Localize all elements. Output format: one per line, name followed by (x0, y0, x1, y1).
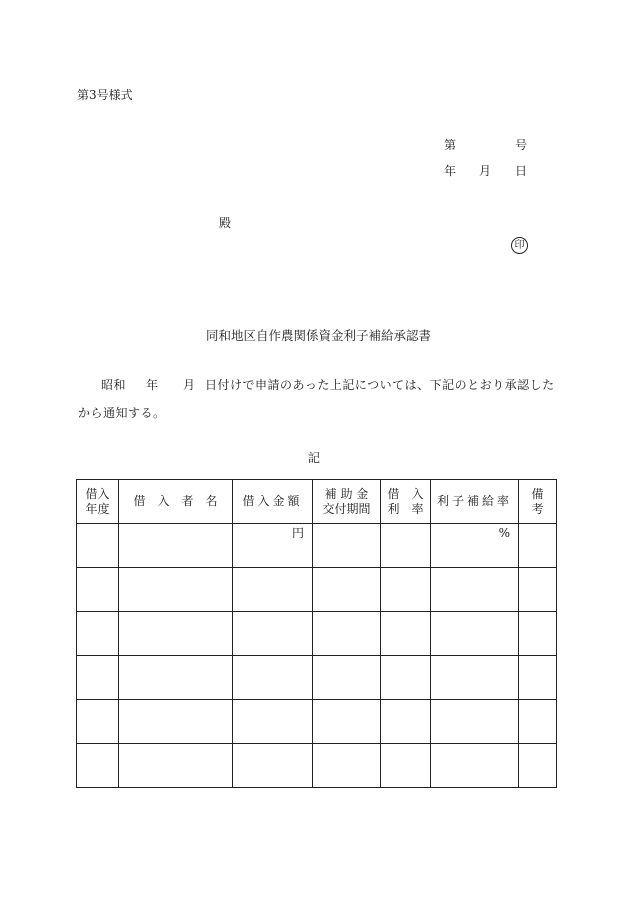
header-loan-amount: 借入金額 (233, 480, 313, 524)
doc-number-prefix: 第 (444, 138, 457, 152)
cell-period[interactable] (313, 612, 381, 656)
date-day: 日 (515, 164, 528, 178)
cell-year[interactable] (77, 700, 119, 744)
table-row (77, 656, 557, 700)
cell-remarks[interactable] (519, 700, 557, 744)
cell-subsidy-rate[interactable] (431, 568, 519, 612)
cell-rate[interactable] (381, 524, 431, 568)
cell-subsidy-rate[interactable] (431, 700, 519, 744)
date-year: 年 (444, 164, 457, 178)
cell-rate[interactable] (381, 700, 431, 744)
yen-unit: 円 (291, 526, 304, 540)
cell-remarks[interactable] (519, 656, 557, 700)
cell-amount[interactable] (233, 612, 313, 656)
table-row (77, 700, 557, 744)
cell-name[interactable] (119, 656, 233, 700)
header-loan-rate: 借 入 利 率 (381, 480, 431, 524)
cell-name[interactable] (119, 568, 233, 612)
body-year: 年 (146, 378, 159, 392)
header-interest-subsidy-rate: 利子補給率 (431, 480, 519, 524)
body-era: 昭和 (101, 378, 127, 392)
cell-amount[interactable] (233, 656, 313, 700)
loan-table (76, 479, 557, 788)
cell-year[interactable] (77, 744, 119, 788)
cell-remarks[interactable] (519, 524, 557, 568)
addressee-suffix: 殿 (219, 216, 232, 230)
form-number: 第3号様式 (77, 88, 133, 102)
date-month: 月 (479, 164, 492, 178)
cell-name[interactable] (119, 612, 233, 656)
cell-subsidy-rate[interactable] (431, 524, 519, 568)
cell-year[interactable] (77, 524, 119, 568)
table-row (77, 524, 557, 568)
doc-number-suffix: 号 (515, 138, 528, 152)
cell-amount[interactable] (233, 700, 313, 744)
cell-year[interactable] (77, 656, 119, 700)
cell-name[interactable] (119, 524, 233, 568)
cell-remarks[interactable] (519, 568, 557, 612)
cell-period[interactable] (313, 656, 381, 700)
cell-name[interactable] (119, 744, 233, 788)
cell-name[interactable] (119, 700, 233, 744)
table-row (77, 612, 557, 656)
cell-remarks[interactable] (519, 744, 557, 788)
table-row (77, 744, 557, 788)
table-header-row (77, 480, 557, 524)
cell-period[interactable] (313, 700, 381, 744)
cell-period[interactable] (313, 524, 381, 568)
seal-mark: 印 (511, 237, 528, 254)
cell-rate[interactable] (381, 568, 431, 612)
cell-amount[interactable] (233, 568, 313, 612)
body-line2: から通知する。 (78, 406, 166, 420)
cell-rate[interactable] (381, 744, 431, 788)
table-row (77, 568, 557, 612)
cell-period[interactable] (313, 744, 381, 788)
cell-subsidy-rate[interactable] (431, 744, 519, 788)
cell-amount[interactable] (233, 524, 313, 568)
cell-period[interactable] (313, 568, 381, 612)
cell-rate[interactable] (381, 656, 431, 700)
header-remarks: 備 考 (519, 480, 557, 524)
cell-subsidy-rate[interactable] (431, 612, 519, 656)
percent-unit: % (498, 526, 510, 540)
header-borrower-name: 借 入 者 名 (119, 480, 233, 524)
body-month: 月 (183, 378, 196, 392)
header-subsidy-period: 補 助 金 交付期間 (313, 480, 381, 524)
cell-rate[interactable] (381, 612, 431, 656)
document-title: 同和地区自作農関係資金利子補給承認書 (206, 328, 432, 343)
body-line1: 日付けで申請のあった上記については、下記のとおり承認した (205, 378, 555, 392)
header-loan-year: 借入 年度 (77, 480, 119, 524)
cell-year[interactable] (77, 568, 119, 612)
ki-label: 記 (308, 451, 321, 465)
cell-year[interactable] (77, 612, 119, 656)
cell-amount[interactable] (233, 744, 313, 788)
cell-subsidy-rate[interactable] (431, 656, 519, 700)
cell-remarks[interactable] (519, 612, 557, 656)
